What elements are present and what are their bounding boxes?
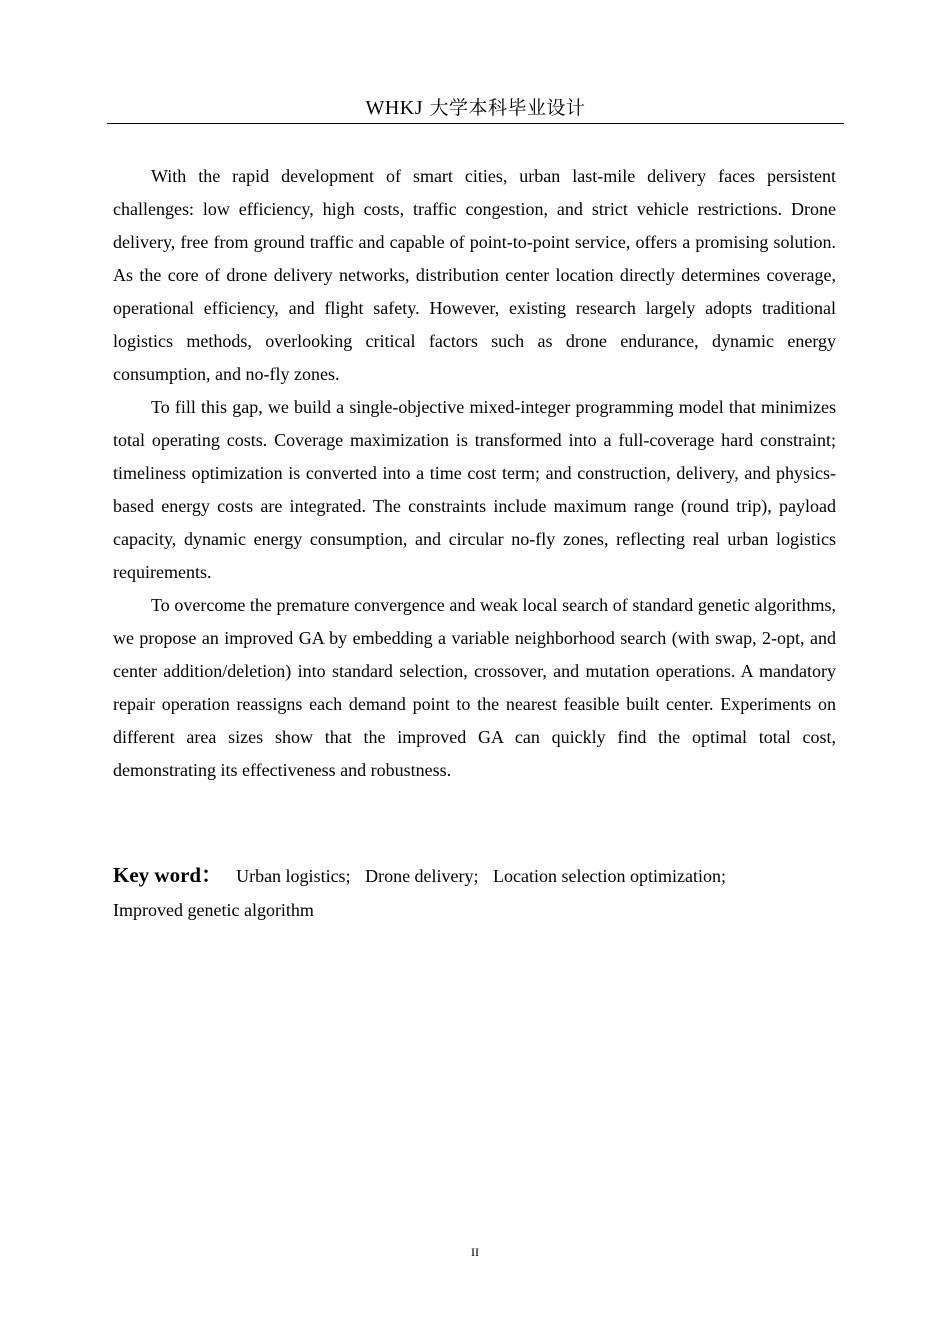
keywords-label: Key word： [113, 863, 223, 887]
keyword-item: Location selection optimization; [493, 866, 726, 886]
abstract-paragraph-2: To fill this gap, we build a single-objective mixed-integer programming model that minimizes total operating costs. Coverage maximization is transformed into a full-coverage hard constraint; timeliness optimization is converted into a time cost term; and construction, delivery, and physics-based energy costs are integrated. The constraints include maximum range (round trip), payload capacity, dynamic energy consumption, and circular no-fly zones, reflecting real urban logistics requirements. [113, 397, 836, 582]
abstract-paragraph-3: To overcome the premature convergence and weak local search of standard genetic algorithms, we propose an improved GA by embedding a variable neighborhood search (with swap, 2-opt, and center addition/deletion) into standard selection, crossover, and mutation operations. A mandatory repair operation reassigns each demand point to the nearest feasible built center. Experiments on different area sizes show that the improved GA can quickly find the optimal total cost, demonstrating its effectiveness and robustness. [113, 595, 836, 780]
keyword-item: Drone delivery; [365, 866, 479, 886]
page-header [107, 95, 844, 124]
keyword-item: Urban logistics; [236, 866, 351, 886]
header-code: WHKJ [365, 97, 423, 119]
header-title-cn: 大学本科毕业设计 [429, 97, 586, 119]
page-number: II [471, 1245, 479, 1259]
keywords-section [113, 858, 836, 927]
abstract-body [113, 160, 836, 787]
keyword-item: Improved genetic algorithm [113, 900, 314, 920]
header-title [365, 97, 585, 119]
abstract-paragraph-1: With the rapid development of smart cities, urban last-mile delivery faces persistent challenges: low efficiency, high costs, traffic congestion, and strict vehicle restrictions. Drone delivery, free from ground traffic and capable of point-to-point service, offers a promising solution. As the core of drone delivery networks, distribution center location directly determines coverage, operational efficiency, and flight safety. However, existing research largely adopts traditional logistics methods, overlooking critical factors such as drone endurance, dynamic energy consumption, and no-fly zones. [113, 166, 836, 384]
